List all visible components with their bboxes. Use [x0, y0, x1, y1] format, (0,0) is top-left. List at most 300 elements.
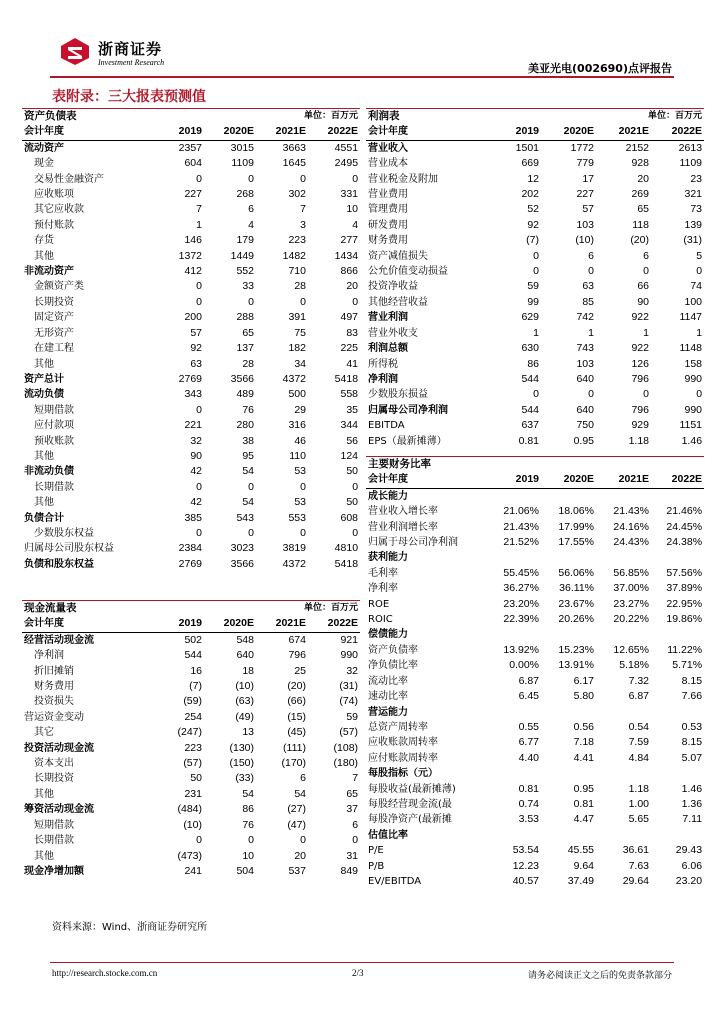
cell-value: [541, 766, 596, 781]
cell-value: 45.55: [567, 844, 594, 857]
cell-value: 0: [643, 265, 649, 278]
cell-value: 316: [288, 419, 306, 432]
row-label: 应付账款周转率: [368, 752, 438, 764]
cell-value: 85: [582, 295, 594, 308]
cell-value: 674: [288, 633, 306, 646]
cell-value: 0: [248, 172, 254, 185]
cell-value: 0: [196, 403, 202, 416]
header-year: 2022E: [651, 124, 704, 140]
cell-value: 2613: [678, 141, 703, 154]
cell-value: 22.39%: [503, 613, 539, 626]
cell-value: 95: [242, 449, 254, 462]
financial-ratios-table: [366, 456, 704, 889]
cell-value: 0: [352, 172, 359, 185]
cell-value: 6.17: [573, 674, 594, 687]
cell-value: 34: [294, 357, 306, 370]
cell-value: 5.80: [573, 690, 594, 703]
row-label: 长期投资: [34, 773, 74, 785]
row-label: 负债合计: [24, 512, 64, 524]
table-row: [22, 664, 360, 679]
cell-value: 66: [637, 280, 649, 293]
cell-value: 11.22%: [667, 643, 703, 656]
cell-value: 65: [637, 203, 649, 216]
cell-value: 637: [521, 419, 539, 432]
cell-value: 0: [643, 388, 649, 401]
cell-value: 1434: [334, 249, 359, 262]
row-label: 非流动负债: [24, 466, 74, 478]
table-row: [22, 741, 360, 756]
cell-value: 23.20%: [503, 597, 539, 610]
table-row: [22, 802, 360, 817]
row-label: 投资活动现金流: [24, 742, 94, 754]
header-year: 2021E: [596, 472, 651, 488]
table-row: [366, 797, 704, 812]
cell-value: 1372: [178, 249, 202, 262]
cell-value: 2769: [178, 372, 202, 385]
cell-value: 537: [288, 864, 306, 877]
cell-value: 158: [684, 357, 703, 370]
table-row: [22, 694, 360, 709]
page-number: 2/3: [352, 968, 364, 978]
cell-value: 7.18: [573, 736, 594, 749]
cell-value: 553: [288, 511, 306, 524]
cell-value: 28: [294, 280, 306, 293]
row-label: 投资净收益: [368, 281, 418, 293]
table-row: [22, 526, 360, 541]
cell-value: (15): [287, 710, 306, 723]
cell-value: 0: [300, 480, 306, 493]
row-label: 资产减值损失: [368, 250, 428, 262]
cell-value: 0.95: [573, 434, 594, 447]
cash-flow-table: [22, 600, 360, 879]
cell-value: 743: [576, 342, 594, 355]
header-label: 会计年度: [366, 472, 486, 488]
row-label: 流动比率: [368, 675, 408, 687]
row-label: 筹资活动现金流: [24, 804, 94, 816]
cell-value: 0.74: [518, 797, 539, 810]
cell-value: 59: [346, 710, 359, 723]
table-unit: 单位：百万元: [204, 109, 360, 125]
cell-value: 548: [236, 633, 254, 646]
cell-value: [596, 705, 651, 720]
cell-value: (130): [229, 741, 254, 754]
table-row: [366, 674, 704, 689]
row-label: 其他: [34, 788, 54, 800]
cell-value: 0.55: [518, 720, 539, 733]
cell-value: 990: [684, 372, 703, 385]
cell-value: 608: [340, 511, 359, 524]
cell-value: 3015: [230, 141, 254, 154]
cell-value: [596, 550, 651, 565]
cell-value: 6: [248, 203, 254, 216]
table-title-row: [22, 601, 360, 617]
cell-value: 54: [294, 787, 306, 800]
cell-value: 86: [527, 357, 539, 370]
cell-value: 126: [631, 357, 649, 370]
cell-value: 74: [690, 280, 703, 293]
row-label: 财务费用: [368, 235, 408, 247]
cell-value: 241: [184, 864, 202, 877]
row-label: 长期投资: [34, 296, 74, 308]
cell-value: 866: [340, 265, 359, 278]
cell-value: 13.91%: [558, 659, 594, 672]
cell-value: 225: [340, 342, 359, 355]
footer-divider: [50, 962, 674, 963]
cell-value: 20.22%: [613, 613, 649, 626]
cell-value: 56.06%: [558, 566, 594, 579]
table-row: [22, 771, 360, 786]
cell-value: (27): [287, 803, 306, 816]
cell-value: (31): [683, 234, 703, 247]
table-title: 资产负债表: [22, 109, 204, 125]
table-row: [366, 326, 704, 341]
row-label: 其他经营收益: [368, 296, 428, 308]
cell-value: 23: [690, 172, 703, 185]
row-label: 少数股东权益: [34, 527, 94, 539]
row-label: 长期借款: [34, 481, 74, 493]
footer-url: http://research.stocke.com.cn: [52, 968, 158, 978]
cell-value: 21.43%: [503, 520, 539, 533]
cell-value: 344: [340, 419, 359, 432]
row-label: 净负债比率: [368, 660, 418, 672]
cell-value: 90: [190, 449, 202, 462]
cell-value: 2495: [334, 157, 359, 170]
cell-value: 50: [346, 465, 359, 478]
table-row: [366, 581, 704, 596]
row-label: 交易性金融资产: [34, 173, 104, 185]
company-logo-icon: [58, 36, 92, 66]
row-label: 应收账款周转率: [368, 737, 438, 749]
cell-value: (63): [235, 695, 254, 708]
row-label: 营业成本: [368, 158, 408, 170]
row-label: 金额资产类: [34, 281, 84, 293]
cell-value: 12.65%: [613, 643, 649, 656]
cell-value: 76: [242, 818, 254, 831]
cell-value: 42: [190, 496, 202, 509]
header-year: 2019: [486, 124, 541, 140]
cell-value: 57: [190, 326, 202, 339]
cell-value: 0: [196, 526, 202, 539]
cell-value: 269: [631, 188, 649, 201]
cell-value: 100: [684, 295, 703, 308]
cell-value: 0: [196, 280, 202, 293]
row-label: 财务费用: [34, 681, 74, 693]
cell-value: 0: [588, 388, 594, 401]
data-source-note: 资料来源：Wind、浙商证券研究所: [52, 922, 208, 933]
cell-value: 0.81: [518, 434, 539, 447]
cell-value: (57): [339, 726, 359, 739]
table-row: [366, 735, 704, 750]
table-row: [366, 689, 704, 704]
table-row: [22, 679, 360, 694]
cell-value: 796: [631, 403, 649, 416]
cell-value: 4.40: [518, 751, 539, 764]
cell-value: 2769: [178, 557, 202, 570]
header-year: 2020E: [204, 616, 256, 632]
cell-value: 10: [346, 203, 359, 216]
cell-value: [596, 627, 651, 642]
cell-value: 31: [346, 849, 359, 862]
cell-value: 0: [533, 265, 539, 278]
cell-value: [486, 627, 541, 642]
cell-value: 669: [521, 157, 539, 170]
row-label: 总资产周转率: [368, 721, 428, 733]
cell-value: 7.66: [681, 690, 703, 703]
table-row: [366, 859, 704, 874]
row-label: 研发费用: [368, 219, 408, 231]
table-row: [366, 520, 704, 535]
section-row: [366, 550, 704, 565]
row-label: 营业收入增长率: [368, 506, 438, 518]
cell-value: 59: [527, 280, 539, 293]
cell-value: 552: [236, 265, 254, 278]
row-label: 短期借款: [34, 819, 74, 831]
cell-value: 710: [288, 265, 306, 278]
cell-value: 24.45%: [666, 520, 703, 533]
table-row: [366, 249, 704, 264]
cell-value: (10): [575, 234, 594, 247]
table-row: [366, 187, 704, 202]
cell-value: 543: [236, 511, 254, 524]
header-year: 2020E: [541, 124, 596, 140]
cell-value: 29.43: [675, 844, 703, 857]
table-row: [22, 495, 360, 510]
cell-value: 24.38%: [666, 536, 703, 549]
logo-text-en: Investment Research: [98, 58, 165, 67]
cell-value: 1449: [230, 249, 254, 262]
row-label: 每股收益(最新摊薄): [368, 783, 456, 795]
table-row: [22, 279, 360, 294]
cell-value: 1: [533, 326, 539, 339]
cell-value: 4810: [334, 542, 359, 555]
cell-value: 990: [684, 403, 703, 416]
cell-value: 10: [242, 849, 254, 862]
cell-value: 6.87: [518, 674, 539, 687]
cell-value: 2152: [625, 141, 649, 154]
table-row: [22, 387, 360, 402]
cell-value: 7.63: [628, 859, 649, 872]
cell-value: 24.43%: [613, 536, 649, 549]
header-year: 2019: [152, 616, 204, 632]
row-label: 非流动资产: [24, 266, 74, 278]
cell-value: 277: [340, 234, 359, 247]
cell-value: 137: [236, 342, 254, 355]
cell-value: 849: [340, 864, 359, 877]
cell-value: 54: [242, 465, 254, 478]
row-label: P/E: [368, 845, 384, 857]
cell-value: (170): [281, 757, 306, 770]
row-label: 营业费用: [368, 189, 408, 201]
cell-value: 63: [582, 280, 594, 293]
header-year: 2021E: [256, 616, 308, 632]
row-label: EV/EBITDA: [368, 875, 422, 887]
cell-value: 1: [588, 326, 594, 339]
cell-value: 385: [184, 511, 202, 524]
row-label: 经营活动现金流: [24, 634, 94, 646]
cell-value: 52: [527, 203, 539, 216]
row-label: 资产负债率: [368, 644, 418, 656]
cell-value: (7): [189, 680, 202, 693]
cell-value: 57: [582, 203, 594, 216]
cell-value: [486, 828, 541, 843]
cell-value: 6: [588, 249, 594, 262]
cell-value: 1.18: [628, 782, 649, 795]
table-row: [22, 310, 360, 325]
cell-value: 0: [196, 834, 202, 847]
cell-value: 22.95%: [666, 597, 703, 610]
cell-value: 56: [346, 434, 359, 447]
cell-value: (150): [229, 757, 254, 770]
cell-value: 1147: [679, 311, 703, 324]
table-row: [366, 387, 704, 402]
cell-value: 54: [242, 496, 254, 509]
table-unit: 单位：百万元: [204, 601, 360, 617]
cell-value: 0.81: [518, 782, 539, 795]
cell-value: 223: [288, 234, 306, 247]
cell-value: 796: [631, 372, 649, 385]
cell-value: 18.06%: [558, 505, 594, 518]
cell-value: 922: [631, 342, 649, 355]
row-label: 流动资产: [24, 142, 64, 154]
table-row: [366, 612, 704, 627]
cell-value: 1151: [679, 419, 703, 432]
row-label: 估值比率: [368, 829, 408, 841]
cell-value: 558: [340, 388, 359, 401]
cell-value: [541, 705, 596, 720]
cell-value: 7: [300, 203, 306, 216]
row-label: 每股经营现金流(最: [368, 798, 452, 810]
row-label: 其它: [34, 727, 54, 739]
table-row: [22, 818, 360, 833]
cell-value: 29.64: [622, 874, 649, 887]
cell-value: 86: [242, 803, 254, 816]
table-row: [22, 372, 360, 387]
cell-value: 17.55%: [558, 536, 594, 549]
cell-value: 0: [352, 480, 359, 493]
table-row: [22, 249, 360, 264]
table-row: [22, 218, 360, 233]
cell-value: 1.46: [681, 782, 703, 795]
row-label: 成长能力: [368, 490, 408, 502]
cell-value: 37: [346, 803, 359, 816]
cell-value: 640: [576, 403, 594, 416]
cell-value: 3023: [230, 542, 254, 555]
cell-value: 742: [576, 311, 594, 324]
row-label: 现金净增加额: [24, 865, 84, 877]
table-row: [22, 434, 360, 449]
header-year: 2022E: [308, 616, 360, 632]
row-label: 公允价值变动损益: [368, 266, 448, 278]
header-divider: [50, 76, 674, 78]
cell-value: 412: [184, 265, 202, 278]
cell-value: 331: [340, 188, 359, 201]
cell-value: 5.71%: [672, 659, 703, 672]
cell-value: 20: [637, 172, 649, 185]
row-label: 应收账项: [34, 189, 74, 201]
cell-value: 36.61: [622, 844, 649, 857]
cell-value: 21.06%: [503, 505, 539, 518]
cell-value: 1148: [679, 342, 703, 355]
cell-value: 124: [340, 449, 359, 462]
cell-value: 3663: [282, 141, 306, 154]
cell-value: 231: [184, 787, 202, 800]
cell-value: 6.45: [518, 690, 539, 703]
cell-value: 55.45%: [503, 566, 539, 579]
table-row: [22, 756, 360, 771]
row-label: 每股净资产(最新摊: [368, 814, 452, 826]
cell-value: [651, 828, 704, 843]
table-row: [366, 264, 704, 279]
cell-value: 0: [300, 295, 306, 308]
cell-value: 73: [690, 203, 703, 216]
row-label: 营业收入: [368, 142, 408, 154]
cell-value: 0: [248, 526, 254, 539]
table-row: [22, 172, 360, 187]
row-label: 营运资金变动: [24, 711, 84, 723]
cell-value: 146: [184, 234, 202, 247]
cell-value: [651, 550, 704, 565]
table-row: [366, 357, 704, 372]
row-label: 投资损失: [34, 696, 74, 708]
table-title: 利润表: [366, 109, 541, 125]
report-title: 美亚光电(002690)点评报告: [528, 62, 672, 75]
cell-value: 3.53: [518, 813, 539, 826]
table-row: [366, 172, 704, 187]
cell-value: 4372: [282, 557, 306, 570]
table-row: [366, 566, 704, 581]
table-row: [22, 557, 360, 572]
cell-value: 1: [696, 326, 703, 339]
cell-value: 5.18%: [619, 659, 649, 672]
cell-value: 23.20: [675, 874, 703, 887]
cell-value: 4: [352, 218, 359, 231]
header-year: 2020E: [541, 472, 596, 488]
cell-value: 0.95: [573, 782, 594, 795]
cell-value: 5418: [334, 372, 359, 385]
row-label: 存货: [34, 235, 54, 247]
table-row: [366, 535, 704, 550]
cell-value: 3566: [230, 372, 254, 385]
cell-value: 544: [521, 372, 539, 385]
table-row: [366, 658, 704, 673]
cell-value: 92: [190, 342, 202, 355]
row-label: 净利润: [368, 373, 398, 385]
cell-value: 40.57: [512, 874, 539, 887]
cell-value: 179: [236, 234, 254, 247]
cell-value: 50: [346, 496, 359, 509]
table-row: [366, 643, 704, 658]
cell-value: 90: [637, 295, 649, 308]
table-row: [22, 725, 360, 740]
cell-value: 227: [576, 188, 594, 201]
section-row: [366, 627, 704, 642]
cell-value: 302: [288, 188, 306, 201]
cell-value: 110: [289, 449, 306, 462]
cell-value: 15.23%: [558, 643, 594, 656]
cell-value: 0: [696, 265, 703, 278]
cell-value: 118: [632, 218, 649, 231]
cell-value: 0: [352, 295, 359, 308]
row-label: 净利润: [34, 650, 64, 662]
row-label: 每股指标（元）: [368, 768, 438, 780]
cell-value: 36.11%: [559, 582, 594, 595]
cell-value: 0: [300, 834, 306, 847]
cell-value: 6: [643, 249, 649, 262]
cell-value: (473): [177, 849, 202, 862]
cell-value: [651, 705, 704, 720]
table-row: [366, 874, 704, 889]
cell-value: 640: [576, 372, 594, 385]
